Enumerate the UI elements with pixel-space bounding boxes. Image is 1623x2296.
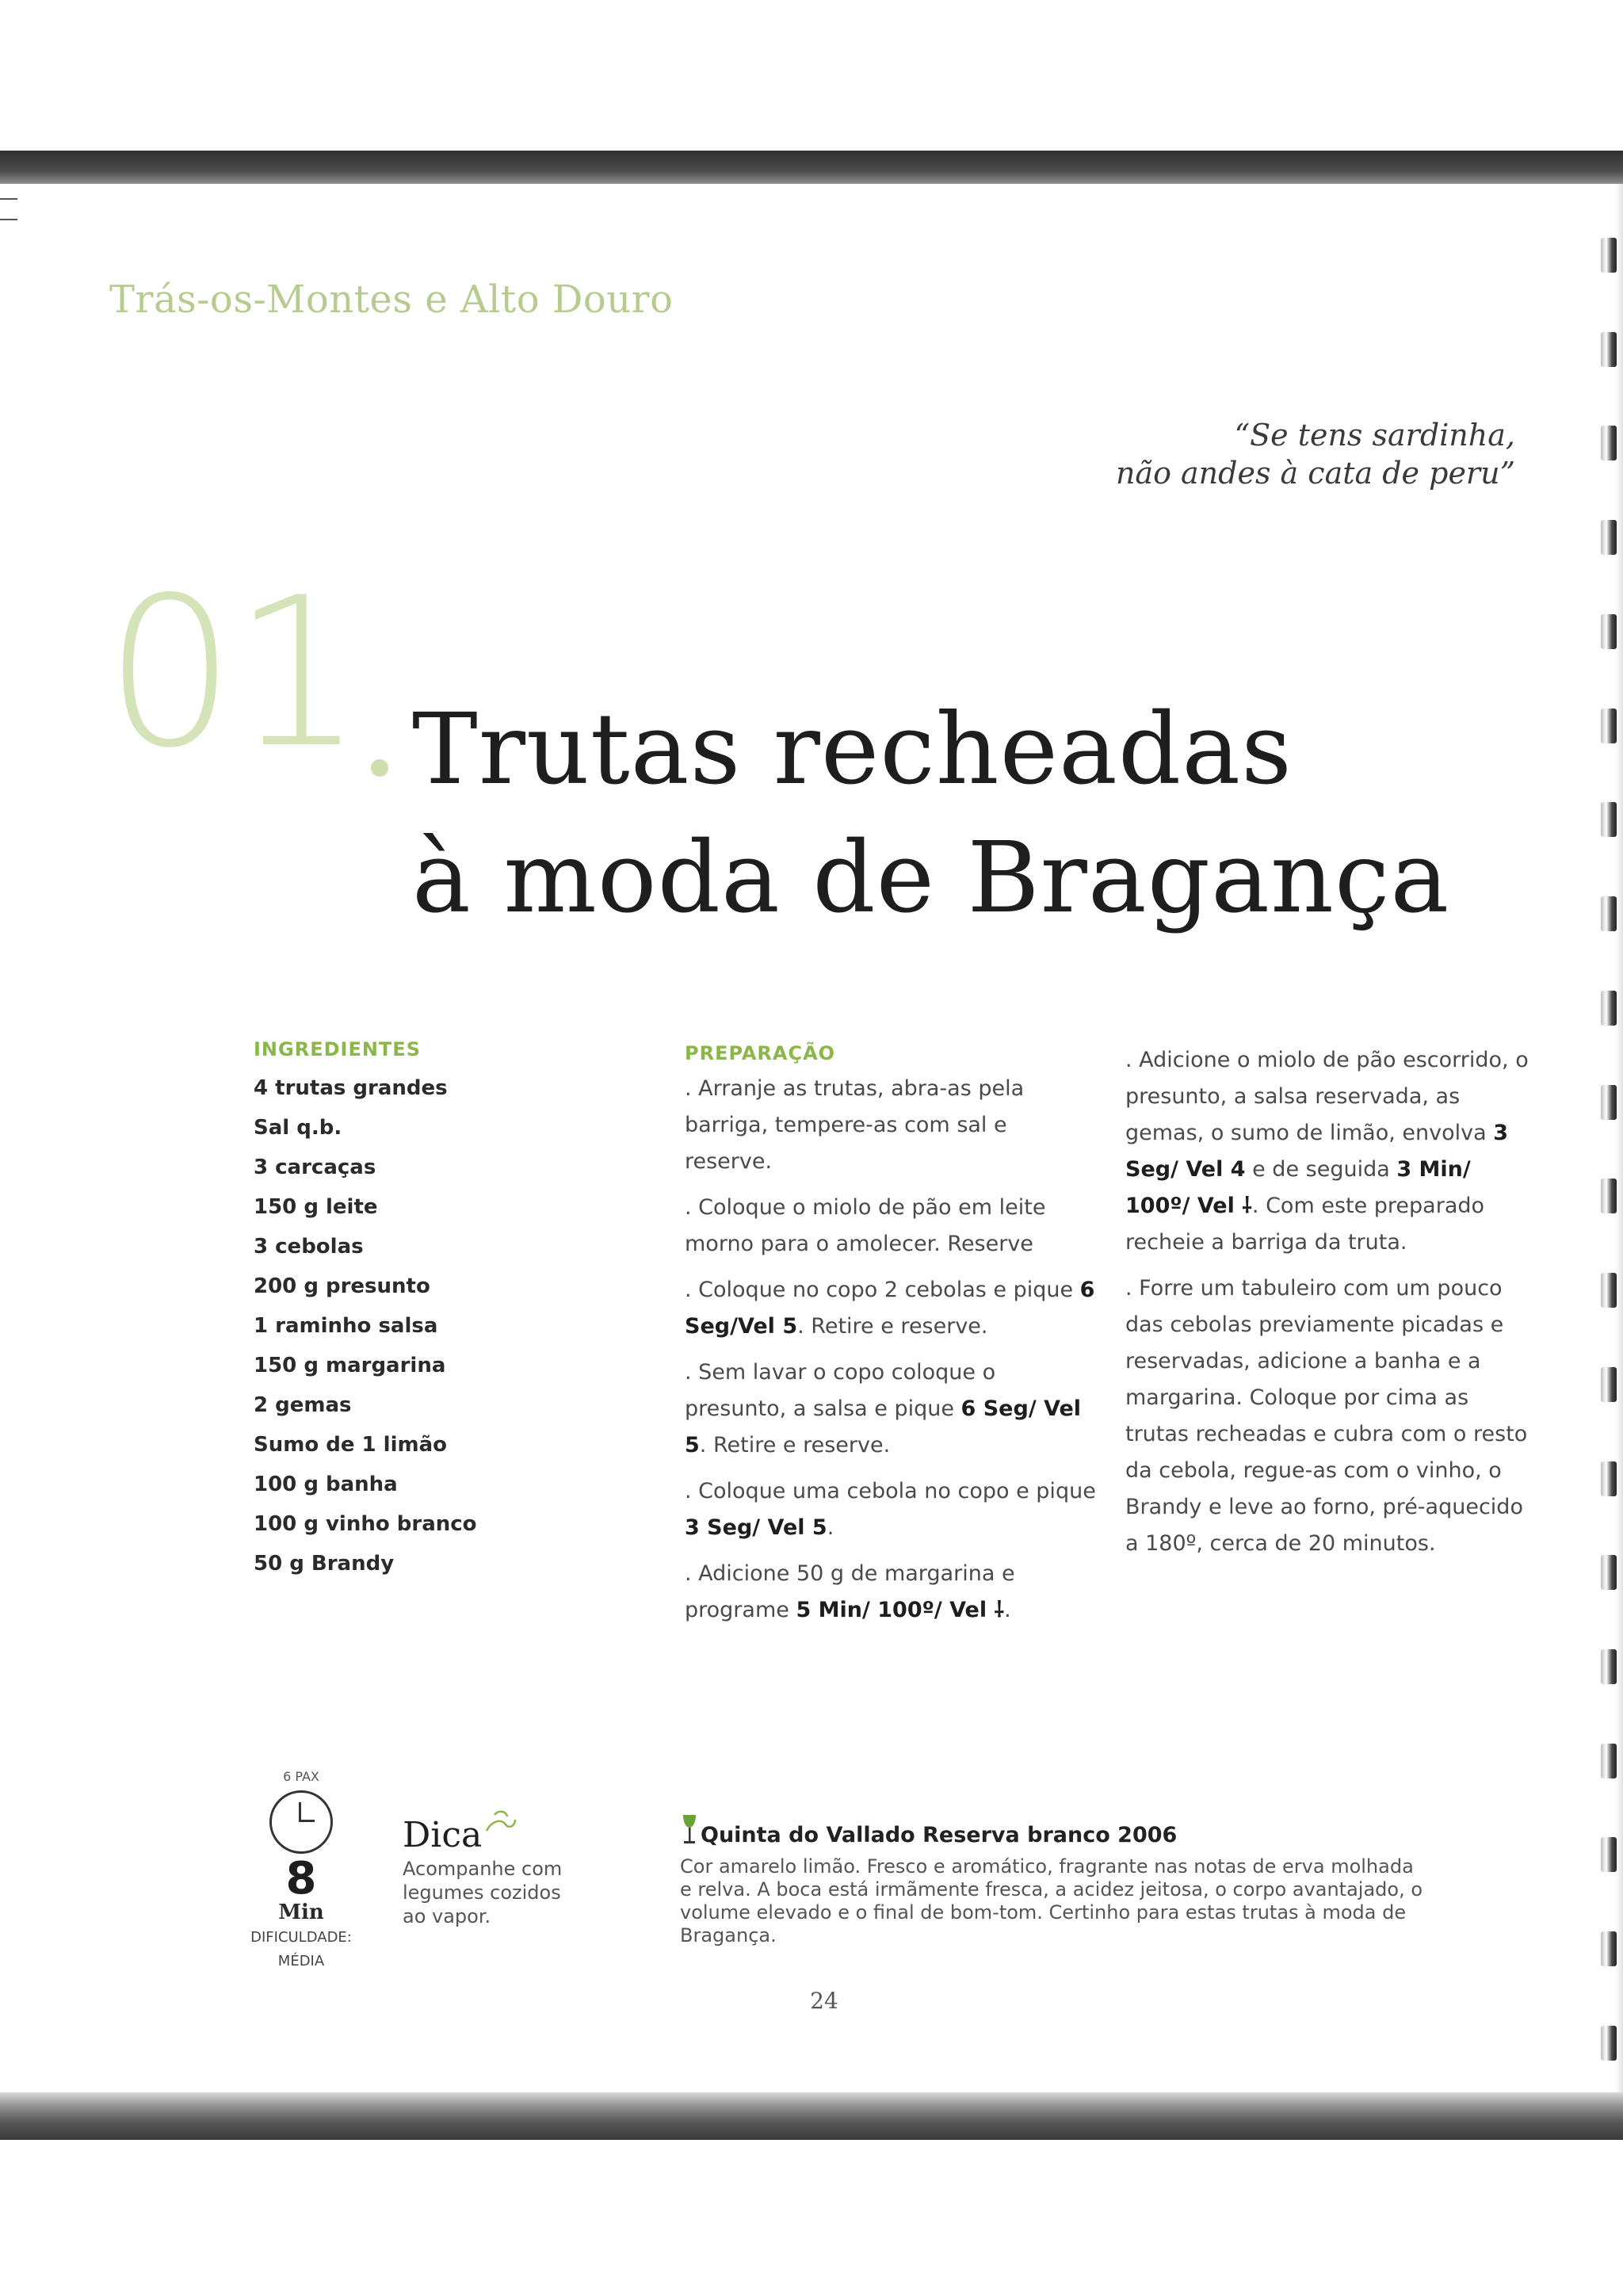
binding-ring [1601,1649,1617,1684]
ingredient-item: 1 raminho salsa [254,1314,438,1338]
page-number: 24 [810,1988,838,2014]
binding-ring [1601,1085,1617,1120]
servings-label: 6 PAX [283,1769,319,1784]
step-text: . Sem lavar o copo coloque o presunto, a salsa e pique [685,1360,996,1421]
step-text: . Com este preparado recheie a barriga da truta. [1125,1194,1485,1255]
ingredient-item: 50 g Brandy [254,1552,395,1576]
binding-ring [1601,426,1617,460]
ingredient-item: 200 g presunto [254,1274,430,1298]
ingredients-section [254,1038,586,1584]
page-left-mark [0,198,17,220]
wine-name: Quinta do Vallado Reserva branco 2006 [701,1823,1178,1847]
step-setting: 5 Min/ 100º/ Vel ⸸ [796,1598,1005,1622]
recipe-number: 01 [105,554,361,793]
ingredient-item: 3 cebolas [254,1235,364,1259]
wine-pairing [680,1823,1425,1947]
ingredient-item: 150 g margarina [254,1354,446,1377]
ingredient-item: 4 trutas grandes [254,1076,448,1100]
step-setting: 6 Seg/Vel 5 [685,1278,1095,1339]
binding-ring [1601,1461,1617,1496]
tip-text: Acompanhe com legumes cozidos ao vapor. [403,1858,563,1927]
tip-block [403,1815,577,1928]
preparation-step [1125,1270,1537,1562]
binding-ring [1601,1273,1617,1308]
step-text: . Forre um tabuleiro com um pouco das cebolas previamente picadas e reservadas, adicione a banha e a margarina. Coloque por cima as trutas recheadas e cubra com o resto da cebola, regue-as com o vinho, o Brandy e leve ao forno, pré-aquecido a 180º, cerca de 20 minutos. [1125,1276,1528,1556]
step-setting: 3 Min/ 100º/ Vel ⸸ [1125,1157,1471,1218]
preparation-step [685,1071,1097,1180]
time-value: 8 [285,1853,317,1904]
binding-ring [1601,1555,1617,1590]
recipe-title [412,686,1561,942]
step-text: . Retire e reserve. [797,1314,988,1339]
spiral-binding [1601,238,1618,2061]
step-text: e de seguida [1245,1157,1397,1182]
preparation-step [685,1556,1097,1629]
binding-ring [1601,1837,1617,1872]
scan-top-edge [0,151,1623,189]
preparation-step [1125,1042,1537,1261]
preparation-step [685,1190,1097,1263]
wine-description: Cor amarelo limão. Fresco e aromático, fragrante nas notas de erva molhada e relva. A boca está irmãmente fresca, a acidez jeitosa, o corpo avantajado, o volume elevado e o final de bom-tom. Certinho para estas trutas à moda de Bragança. [680,1855,1423,1946]
recipe-number-dot [371,759,388,777]
difficulty-label: DIFICULDADE: [250,1929,352,1946]
recipe-title-line-1: Trutas recheadas [412,693,1293,807]
ingredients-heading: INGREDIENTES [254,1038,421,1060]
tip-title-row [403,1815,577,1855]
wine-glass-icon [680,1813,699,1847]
proverb-line-2: não andes à cata de peru” [1115,456,1515,491]
binding-ring [1601,2026,1617,2061]
step-text: . Retire e reserve. [699,1433,891,1457]
recipe-info-block [246,1769,357,1971]
preparation-step [685,1473,1097,1546]
step-text: . Adicione o miolo de pão escorrido, o presunto, a salsa reservada, as gemas, o sumo de limão, envolva [1125,1048,1529,1145]
recipe-title-line-2: à moda de Bragança [412,821,1450,935]
ingredient-item: 150 g leite [254,1195,378,1219]
time-unit: Min [278,1901,324,1924]
scan-bottom-edge [0,2092,1623,2140]
binding-ring [1601,896,1617,931]
ingredients-list [254,1068,586,1584]
wine-title-row [680,1823,1425,1847]
step-setting: 3 Seg/ Vel 4 [1125,1121,1509,1182]
leaf-swirl-icon [482,1807,518,1839]
binding-ring [1601,1931,1617,1966]
preparation-heading: PREPARAÇÃO [685,1042,836,1064]
clock-icon [269,1790,333,1854]
binding-ring [1601,1744,1617,1778]
tip-title: Dica [403,1815,483,1855]
ingredient-item: 100 g vinho branco [254,1512,477,1536]
step-text: . [827,1515,834,1540]
step-text: . Arranje as trutas, abra-as pela barriga, tempere-as com sal e reserve. [685,1076,1025,1174]
ingredient-item: 3 carcaças [254,1156,376,1179]
preparation-section-continued [1125,1042,1537,1572]
binding-ring [1601,332,1617,367]
step-text: . [1004,1598,1011,1622]
preparation-step [685,1354,1097,1464]
step-text: . Coloque o miolo de pão em leite morno para o amolecer. Reserve [685,1195,1046,1256]
binding-ring [1601,614,1617,649]
ingredient-item: Sal q.b. [254,1116,342,1140]
step-text: . Coloque no copo 2 cebolas e pique [685,1278,1080,1302]
step-text: . Coloque uma cebola no copo e pique [685,1479,1096,1503]
binding-ring [1601,238,1617,273]
step-setting: 3 Seg/ Vel 5 [685,1515,827,1540]
binding-ring [1601,991,1617,1026]
binding-ring [1601,1179,1617,1213]
binding-ring [1601,1367,1617,1402]
step-text: . Adicione 50 g de margarina e programe [685,1561,1015,1622]
binding-ring [1601,520,1617,555]
ingredient-item: 2 gemas [254,1393,352,1417]
preparation-section [685,1042,1097,1638]
difficulty-value: MÉDIA [277,1953,325,1969]
proverb-quote [1030,416,1515,492]
binding-ring [1601,802,1617,837]
ingredient-item: 100 g banha [254,1473,398,1496]
proverb-line-1: “Se tens sardinha, [1234,418,1515,453]
preparation-step [685,1272,1097,1345]
binding-ring [1601,709,1617,743]
step-setting: 6 Seg/ Vel 5 [685,1396,1082,1457]
ingredient-item: Sumo de 1 limão [254,1433,448,1457]
region-heading: Trás-os-Montes e Alto Douro [109,277,674,322]
